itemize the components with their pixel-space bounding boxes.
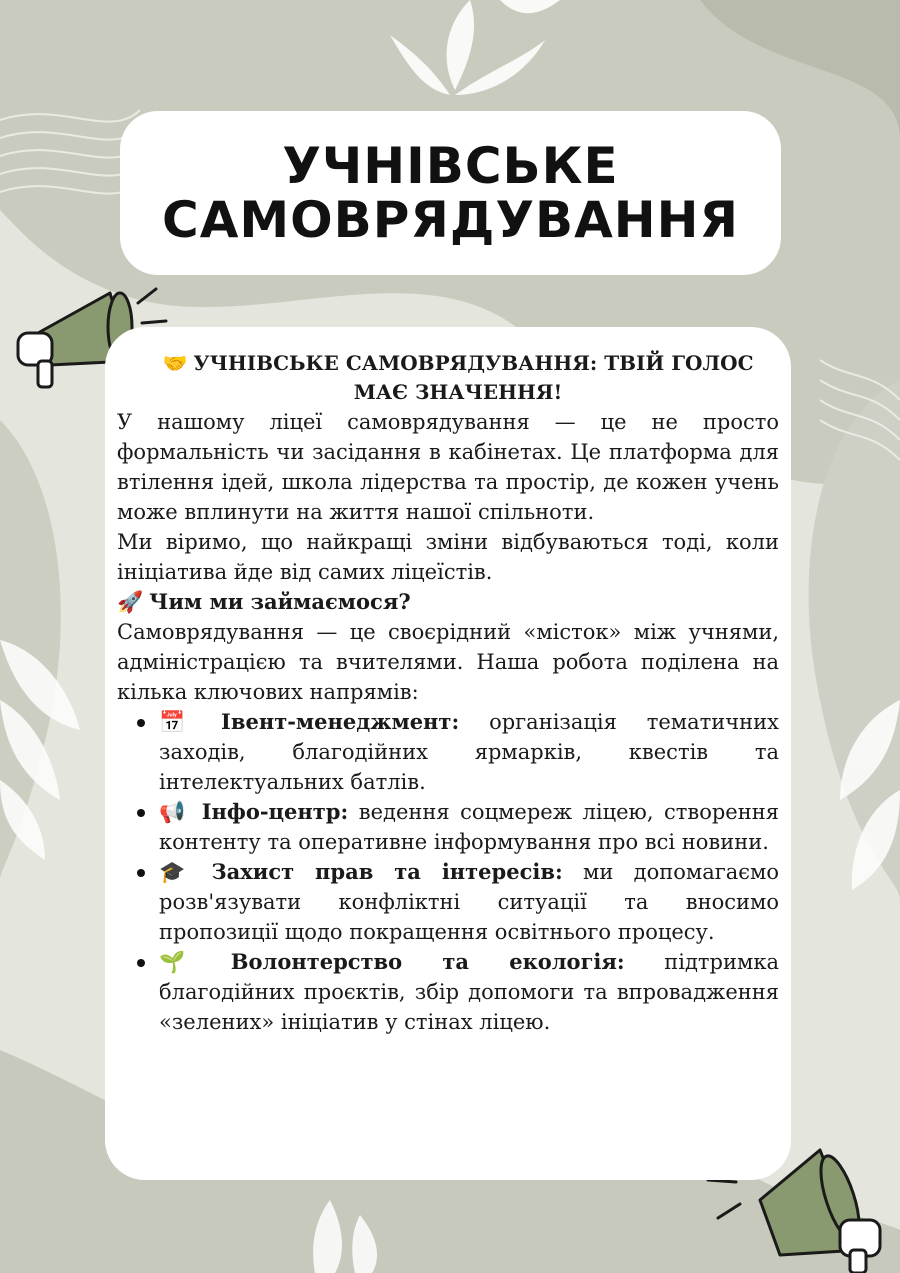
section-heading-text: УЧНІВСЬКЕ САМОВРЯДУВАННЯ: ТВІЙ ГОЛОС МАЄ ЗНАЧЕННЯ! [193,351,754,404]
loudspeaker-icon: 📢 [159,800,186,824]
bullet-dot [137,719,145,727]
direction-text: підтримка благодійних проєктів, збір допомоги та впровадження «зелених» ініціатив у стінах ліцею. [159,950,779,1034]
graduation-cap-icon: 🎓 [159,860,186,884]
direction-title: Волонтерство та екологія: [230,949,625,974]
direction-title: Івент-менеджмент: [221,709,460,734]
section-description: Самоврядування — це своєрідний «місток» між учнями, адміністрацією та вчителями. Наша робота поділена на кілька ключових напрямів: [117,620,779,704]
direction-title: Інфо-центр: [201,799,349,824]
bullet-dot [137,959,145,967]
seedling-icon: 🌱 [159,950,186,974]
page-title-line-1: УЧНІВСЬКЕ [282,137,619,195]
intro-paragraph-2: Ми віримо, що найкращі зміни відбуваються тоді, коли ініціатива йде від самих ліцеїстів. [117,530,779,584]
rocket-icon: 🚀 [117,590,144,614]
handshake-icon: 🤝 [162,351,188,375]
direction-text: ведення соцмереж ліцею, створення контенту та оперативне інформування про всі новини. [159,800,779,854]
intro-paragraph-1: У нашому ліцеї самоврядування — це не просто формальність чи засідання в кабінетах. Це платформа для втілення ідей, школа лідерства та простір, де кожен учень може вплинути на життя нашої спільноти. [117,410,779,524]
list-item [137,797,779,857]
subheading-text: Чим ми займаємося? [149,589,411,614]
direction-text: організація тематичних заходів, благодійних ярмарків, квестів та інтелектуальних батлів. [159,710,779,794]
list-item [137,707,779,797]
directions-list [117,707,779,1037]
direction-title: Захист прав та інтересів: [211,859,563,884]
title-card [120,111,781,275]
page-title-line-2: САМОВРЯДУВАННЯ [162,191,739,249]
list-item [137,947,779,1037]
list-item [137,857,779,947]
section-heading [117,349,779,407]
calendar-icon: 📅 [159,710,186,734]
subheading [117,587,779,617]
content-body [117,349,779,1037]
bullet-dot [137,869,145,877]
bullet-dot [137,809,145,817]
direction-text: ми допомагаємо розв'язувати конфліктні ситуації та вносимо пропозиції щодо покращення освітнього процесу. [159,860,779,944]
